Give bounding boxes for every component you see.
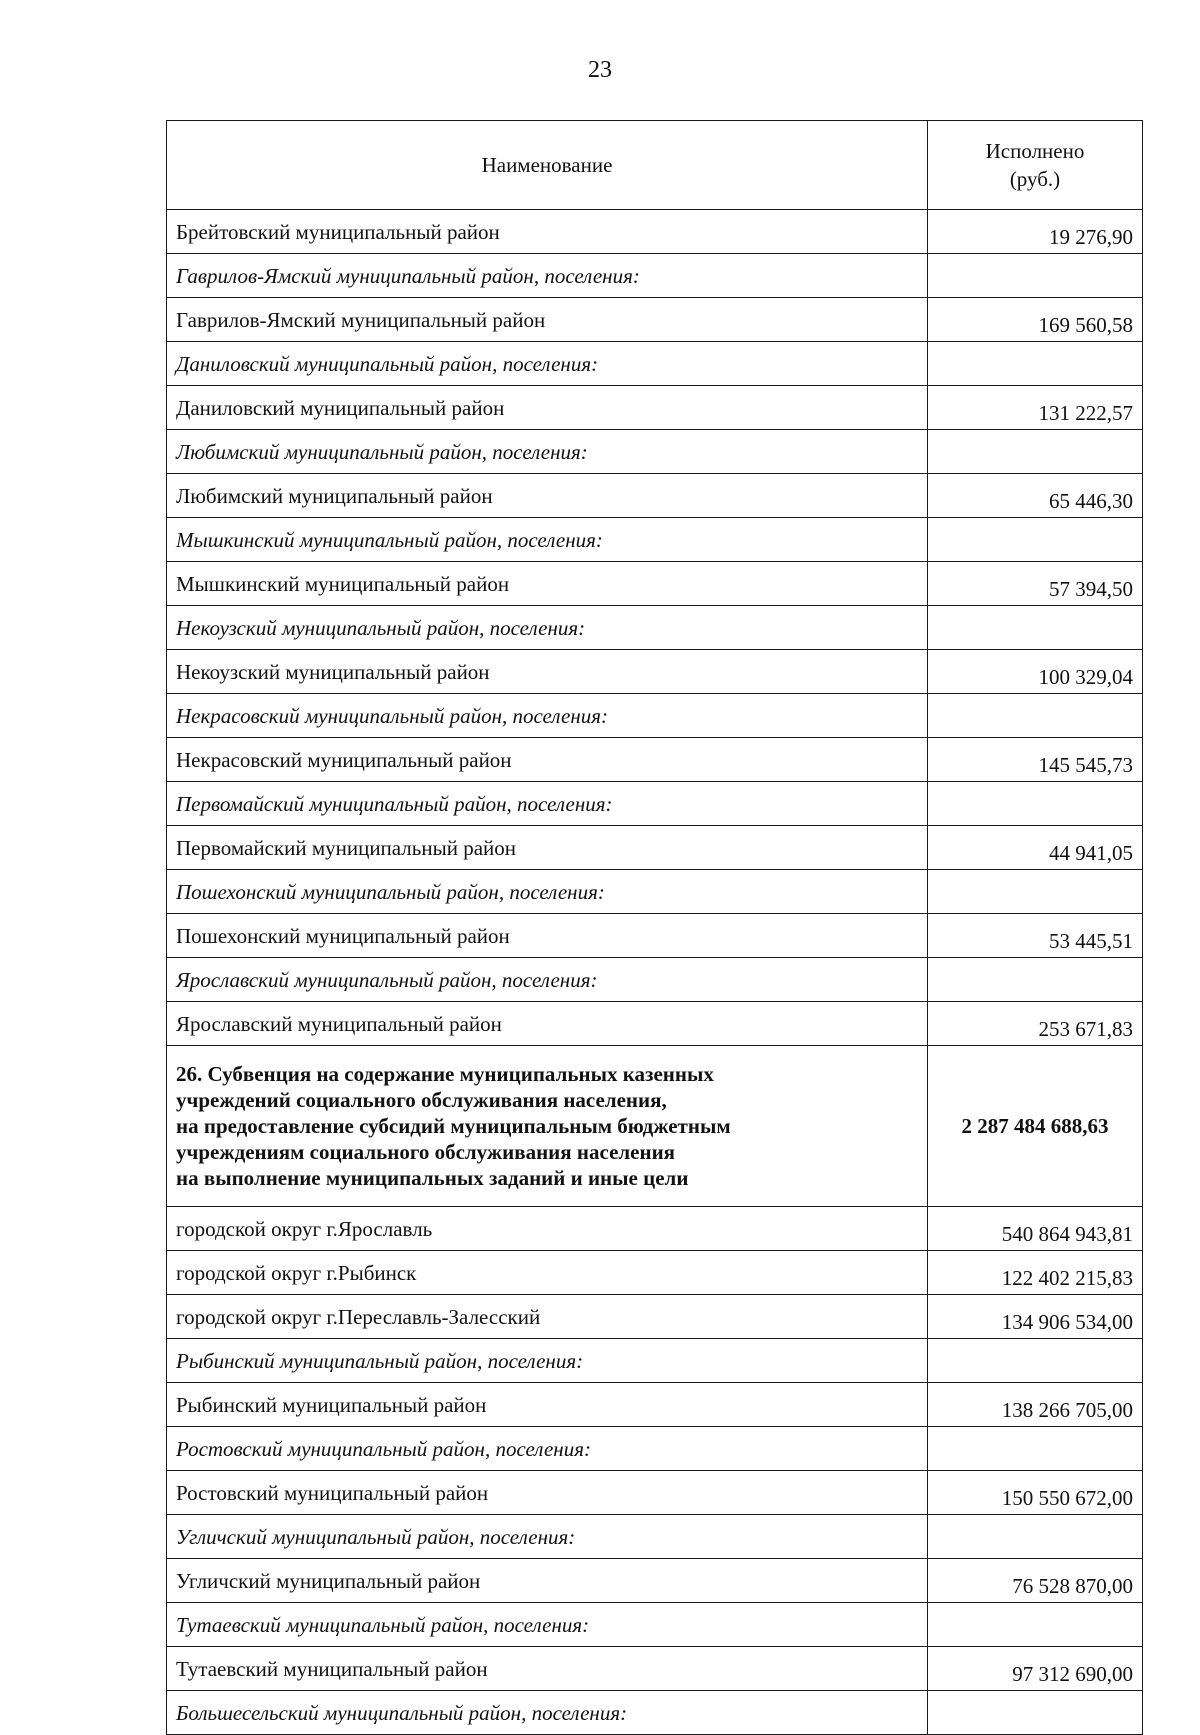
row-name-cell: Угличский муниципальный район (167, 1559, 928, 1603)
row-value-cell: 134 906 534,00 (928, 1295, 1143, 1339)
row-name-cell: Брейтовский муниципальный район (167, 210, 928, 254)
group-heading-row (167, 254, 1143, 298)
table-row (167, 914, 1143, 958)
table-row (167, 1002, 1143, 1046)
row-value-cell: 65 446,30 (928, 474, 1143, 518)
group-heading-cell: Первомайский муниципальный район, поселения: (167, 782, 928, 826)
section-title-line: на предоставление субсидий муниципальным бюджетным (176, 1114, 731, 1138)
group-heading-row (167, 342, 1143, 386)
row-value-cell (928, 606, 1143, 650)
group-heading-cell: Даниловский муниципальный район, поселения: (167, 342, 928, 386)
row-name-cell: городской округ г.Переславль-Залесский (167, 1295, 928, 1339)
budget-execution-table (166, 120, 1143, 1735)
row-value-cell: 131 222,57 (928, 386, 1143, 430)
header-name-cell: Наименование (167, 121, 928, 210)
row-name-cell: Любимский муниципальный район (167, 474, 928, 518)
group-heading-cell: Гаврилов-Ямский муниципальный район, поселения: (167, 254, 928, 298)
row-name-cell: Первомайский муниципальный район (167, 826, 928, 870)
group-heading-cell: Ярославский муниципальный район, поселения: (167, 958, 928, 1002)
row-name-cell: Даниловский муниципальный район (167, 386, 928, 430)
group-heading-row (167, 1427, 1143, 1471)
row-name-cell: Мышкинский муниципальный район (167, 562, 928, 606)
row-name-cell: городской округ г.Рыбинск (167, 1251, 928, 1295)
row-value-cell: 19 276,90 (928, 210, 1143, 254)
group-heading-row (167, 694, 1143, 738)
row-name-cell: Гаврилов-Ямский муниципальный район (167, 298, 928, 342)
section-26-total: 2 287 484 688,63 (928, 1046, 1143, 1207)
row-value-cell: 145 545,73 (928, 738, 1143, 782)
row-value-cell: 97 312 690,00 (928, 1647, 1143, 1691)
header-value-unit: (руб.) (1009, 167, 1061, 191)
section-26-title (167, 1046, 928, 1207)
table-header (167, 121, 1143, 210)
section-title-line: учреждений социального обслуживания населения, (176, 1088, 667, 1112)
table-row (167, 298, 1143, 342)
row-value-cell: 253 671,83 (928, 1002, 1143, 1046)
row-value-cell: 122 402 215,83 (928, 1251, 1143, 1295)
group-heading-row (167, 1603, 1143, 1647)
group-heading-row (167, 430, 1143, 474)
row-value-cell: 540 864 943,81 (928, 1207, 1143, 1251)
table-row (167, 386, 1143, 430)
table-row (167, 1471, 1143, 1515)
group-heading-cell: Рыбинский муниципальный район, поселения: (167, 1339, 928, 1383)
group-heading-cell: Некоузский муниципальный район, поселения: (167, 606, 928, 650)
table-row (167, 474, 1143, 518)
table-body-section (167, 1046, 1143, 1207)
row-value-cell (928, 254, 1143, 298)
section-title-line: учреждениям социального обслуживания населения (176, 1140, 676, 1164)
row-name-cell: Пошехонский муниципальный район (167, 914, 928, 958)
row-value-cell: 57 394,50 (928, 562, 1143, 606)
table-row (167, 210, 1143, 254)
group-heading-row (167, 782, 1143, 826)
row-value-cell (928, 1691, 1143, 1735)
group-heading-cell: Угличский муниципальный район, поселения: (167, 1515, 928, 1559)
group-heading-cell: Тутаевский муниципальный район, поселения: (167, 1603, 928, 1647)
group-heading-cell: Мышкинский муниципальный район, поселения: (167, 518, 928, 562)
group-heading-cell: Ростовский муниципальный район, поселения: (167, 1427, 928, 1471)
row-value-cell (928, 1427, 1143, 1471)
table-row (167, 1295, 1143, 1339)
group-heading-row (167, 1515, 1143, 1559)
row-value-cell (928, 694, 1143, 738)
table-body-after-section (167, 1207, 1143, 1735)
row-value-cell (928, 1339, 1143, 1383)
row-name-cell: Тутаевский муниципальный район (167, 1647, 928, 1691)
header-value-cell (928, 121, 1143, 210)
table-row (167, 1207, 1143, 1251)
row-value-cell (928, 430, 1143, 474)
table-row (167, 562, 1143, 606)
table-row (167, 1383, 1143, 1427)
section-26-row (167, 1046, 1143, 1207)
row-name-cell: Ярославский муниципальный район (167, 1002, 928, 1046)
row-value-cell: 44 941,05 (928, 826, 1143, 870)
table-row (167, 650, 1143, 694)
table-row (167, 1559, 1143, 1603)
row-name-cell: Некрасовский муниципальный район (167, 738, 928, 782)
header-row (167, 121, 1143, 210)
row-value-cell: 150 550 672,00 (928, 1471, 1143, 1515)
row-value-cell (928, 782, 1143, 826)
header-value-label: Исполнено (985, 139, 1085, 163)
section-title-line: на выполнение муниципальных заданий и иные цели (176, 1166, 689, 1190)
group-heading-row (167, 958, 1143, 1002)
table-row (167, 826, 1143, 870)
group-heading-row (167, 606, 1143, 650)
row-value-cell: 100 329,04 (928, 650, 1143, 694)
row-value-cell (928, 342, 1143, 386)
row-value-cell (928, 518, 1143, 562)
page-number: 23 (588, 57, 612, 83)
row-value-cell (928, 1603, 1143, 1647)
table-row (167, 1647, 1143, 1691)
row-name-cell: Некоузский муниципальный район (167, 650, 928, 694)
row-name-cell: Рыбинский муниципальный район (167, 1383, 928, 1427)
group-heading-row (167, 1691, 1143, 1735)
section-title-line: 26. Субвенция на содержание муниципальных казенных (176, 1062, 714, 1086)
table-row (167, 738, 1143, 782)
group-heading-row (167, 518, 1143, 562)
group-heading-cell: Некрасовский муниципальный район, поселения: (167, 694, 928, 738)
group-heading-cell: Пошехонский муниципальный район, поселения: (167, 870, 928, 914)
group-heading-cell: Любимский муниципальный район, поселения: (167, 430, 928, 474)
row-value-cell (928, 870, 1143, 914)
group-heading-row (167, 870, 1143, 914)
row-value-cell (928, 1515, 1143, 1559)
group-heading-row (167, 1339, 1143, 1383)
row-name-cell: Ростовский муниципальный район (167, 1471, 928, 1515)
group-heading-cell: Большесельский муниципальный район, поселения: (167, 1691, 928, 1735)
row-value-cell (928, 958, 1143, 1002)
row-value-cell: 138 266 705,00 (928, 1383, 1143, 1427)
row-value-cell: 53 445,51 (928, 914, 1143, 958)
row-name-cell: городской округ г.Ярославль (167, 1207, 928, 1251)
table-row (167, 1251, 1143, 1295)
row-value-cell: 76 528 870,00 (928, 1559, 1143, 1603)
row-value-cell: 169 560,58 (928, 298, 1143, 342)
table-body-before-section (167, 210, 1143, 1046)
